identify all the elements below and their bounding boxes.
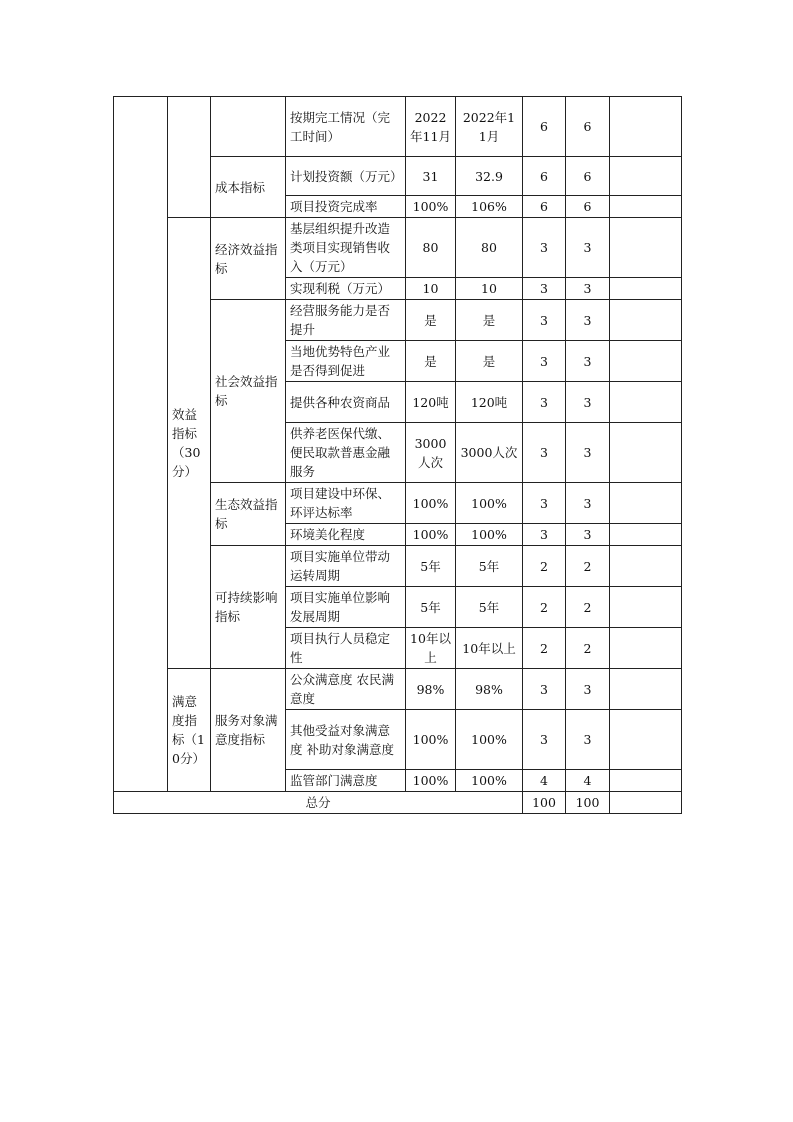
target-cell: 100% (406, 524, 456, 546)
target-cell: 10 (406, 278, 456, 300)
score-cell: 2 (566, 628, 610, 669)
score-cell: 3 (566, 300, 610, 341)
actual-cell: 10 (456, 278, 523, 300)
remark-cell (610, 587, 682, 628)
remark-cell (610, 300, 682, 341)
actual-cell: 是 (456, 341, 523, 382)
indicator-cell: 项目实施单位带动运转周期 (286, 546, 406, 587)
target-cell: 120吨 (406, 382, 456, 423)
indicator-cell: 供养老医保代缴、便民取款普惠金融服务 (286, 423, 406, 483)
weight-cell: 3 (523, 300, 566, 341)
weight-cell: 3 (523, 483, 566, 524)
score-cell: 3 (566, 218, 610, 278)
weight-cell: 3 (523, 278, 566, 300)
weight-cell: 2 (523, 628, 566, 669)
actual-cell: 5年 (456, 587, 523, 628)
actual-cell: 120吨 (456, 382, 523, 423)
total-weight: 100 (523, 792, 566, 814)
indicator-cell: 监管部门满意度 (286, 770, 406, 792)
score-cell: 4 (566, 770, 610, 792)
weight-cell: 6 (523, 196, 566, 218)
score-cell: 2 (566, 587, 610, 628)
target-cell: 100% (406, 710, 456, 770)
indicator-cell: 当地优势特色产业是否得到促进 (286, 341, 406, 382)
actual-cell: 80 (456, 218, 523, 278)
target-cell: 5年 (406, 546, 456, 587)
indicator-cell: 按期完工情况（完工时间） (286, 97, 406, 157)
remark-cell (610, 157, 682, 196)
score-cell: 6 (566, 157, 610, 196)
remark-cell (610, 524, 682, 546)
remark-cell (610, 341, 682, 382)
remark-cell (610, 218, 682, 278)
score-cell: 6 (566, 196, 610, 218)
indicator-cell: 项目执行人员稳定性 (286, 628, 406, 669)
score-cell: 3 (566, 483, 610, 524)
score-cell: 3 (566, 382, 610, 423)
score-cell: 3 (566, 341, 610, 382)
indicator-cell: 实现利税（万元） (286, 278, 406, 300)
target-cell: 100% (406, 483, 456, 524)
actual-cell: 10年以上 (456, 628, 523, 669)
total-row (114, 792, 682, 814)
target-cell: 100% (406, 770, 456, 792)
subcategory-sustainable: 可持续影响指标 (211, 546, 286, 669)
weight-cell: 3 (523, 218, 566, 278)
actual-cell: 32.9 (456, 157, 523, 196)
actual-cell: 2022年11月 (456, 97, 523, 157)
subcategory-social: 社会效益指标 (211, 300, 286, 483)
remark-cell (610, 669, 682, 710)
indicator-cell: 基层组织提升改造类项目实现销售收入（万元） (286, 218, 406, 278)
score-cell: 3 (566, 669, 610, 710)
table-row (114, 97, 682, 157)
remark-cell (610, 97, 682, 157)
category-cell-output (168, 97, 211, 218)
weight-cell: 4 (523, 770, 566, 792)
actual-cell: 5年 (456, 546, 523, 587)
actual-cell: 106% (456, 196, 523, 218)
target-cell: 是 (406, 300, 456, 341)
indicator-cell: 项目投资完成率 (286, 196, 406, 218)
subcategory-ecological: 生态效益指标 (211, 483, 286, 546)
weight-cell: 2 (523, 546, 566, 587)
weight-cell: 3 (523, 423, 566, 483)
actual-cell: 98% (456, 669, 523, 710)
target-cell: 98% (406, 669, 456, 710)
indicator-cell: 项目实施单位影响发展周期 (286, 587, 406, 628)
weight-cell: 6 (523, 157, 566, 196)
category-benefit: 效益指标（30分） (168, 218, 211, 669)
actual-cell: 100% (456, 770, 523, 792)
remark-cell (610, 483, 682, 524)
performance-table (113, 96, 682, 814)
total-label: 总分 (114, 792, 523, 814)
remark-cell (610, 792, 682, 814)
target-cell: 3000人次 (406, 423, 456, 483)
outer-blank-cell (114, 97, 168, 792)
actual-cell: 100% (456, 524, 523, 546)
actual-cell: 3000人次 (456, 423, 523, 483)
target-cell: 100% (406, 196, 456, 218)
remark-cell (610, 382, 682, 423)
indicator-cell: 计划投资额（万元） (286, 157, 406, 196)
subcategory-service: 服务对象满意度指标 (211, 669, 286, 792)
remark-cell (610, 628, 682, 669)
indicator-cell: 经营服务能力是否提升 (286, 300, 406, 341)
weight-cell: 3 (523, 710, 566, 770)
weight-cell: 2 (523, 587, 566, 628)
category-satisfaction: 满意度指标（10分） (168, 669, 211, 792)
weight-cell: 6 (523, 97, 566, 157)
score-cell: 3 (566, 524, 610, 546)
weight-cell: 3 (523, 524, 566, 546)
score-cell: 3 (566, 710, 610, 770)
table-row (114, 669, 682, 710)
target-cell: 31 (406, 157, 456, 196)
subcategory-cell-blank (211, 97, 286, 157)
remark-cell (610, 546, 682, 587)
remark-cell (610, 710, 682, 770)
indicator-cell: 公众满意度 农民满意度 (286, 669, 406, 710)
actual-cell: 100% (456, 483, 523, 524)
target-cell: 2022年11月 (406, 97, 456, 157)
actual-cell: 是 (456, 300, 523, 341)
remark-cell (610, 770, 682, 792)
actual-cell: 100% (456, 710, 523, 770)
target-cell: 5年 (406, 587, 456, 628)
target-cell: 是 (406, 341, 456, 382)
subcategory-cost: 成本指标 (211, 157, 286, 218)
target-cell: 10年以上 (406, 628, 456, 669)
remark-cell (610, 423, 682, 483)
indicator-cell: 项目建设中环保、环评达标率 (286, 483, 406, 524)
remark-cell (610, 278, 682, 300)
score-cell: 3 (566, 278, 610, 300)
target-cell: 80 (406, 218, 456, 278)
weight-cell: 3 (523, 382, 566, 423)
table-row (114, 218, 682, 278)
indicator-cell: 环境美化程度 (286, 524, 406, 546)
score-cell: 2 (566, 546, 610, 587)
remark-cell (610, 196, 682, 218)
indicator-cell: 其他受益对象满意度 补助对象满意度 (286, 710, 406, 770)
subcategory-economic: 经济效益指标 (211, 218, 286, 300)
score-cell: 6 (566, 97, 610, 157)
total-score: 100 (566, 792, 610, 814)
indicator-cell: 提供各种农资商品 (286, 382, 406, 423)
score-cell: 3 (566, 423, 610, 483)
weight-cell: 3 (523, 341, 566, 382)
weight-cell: 3 (523, 669, 566, 710)
